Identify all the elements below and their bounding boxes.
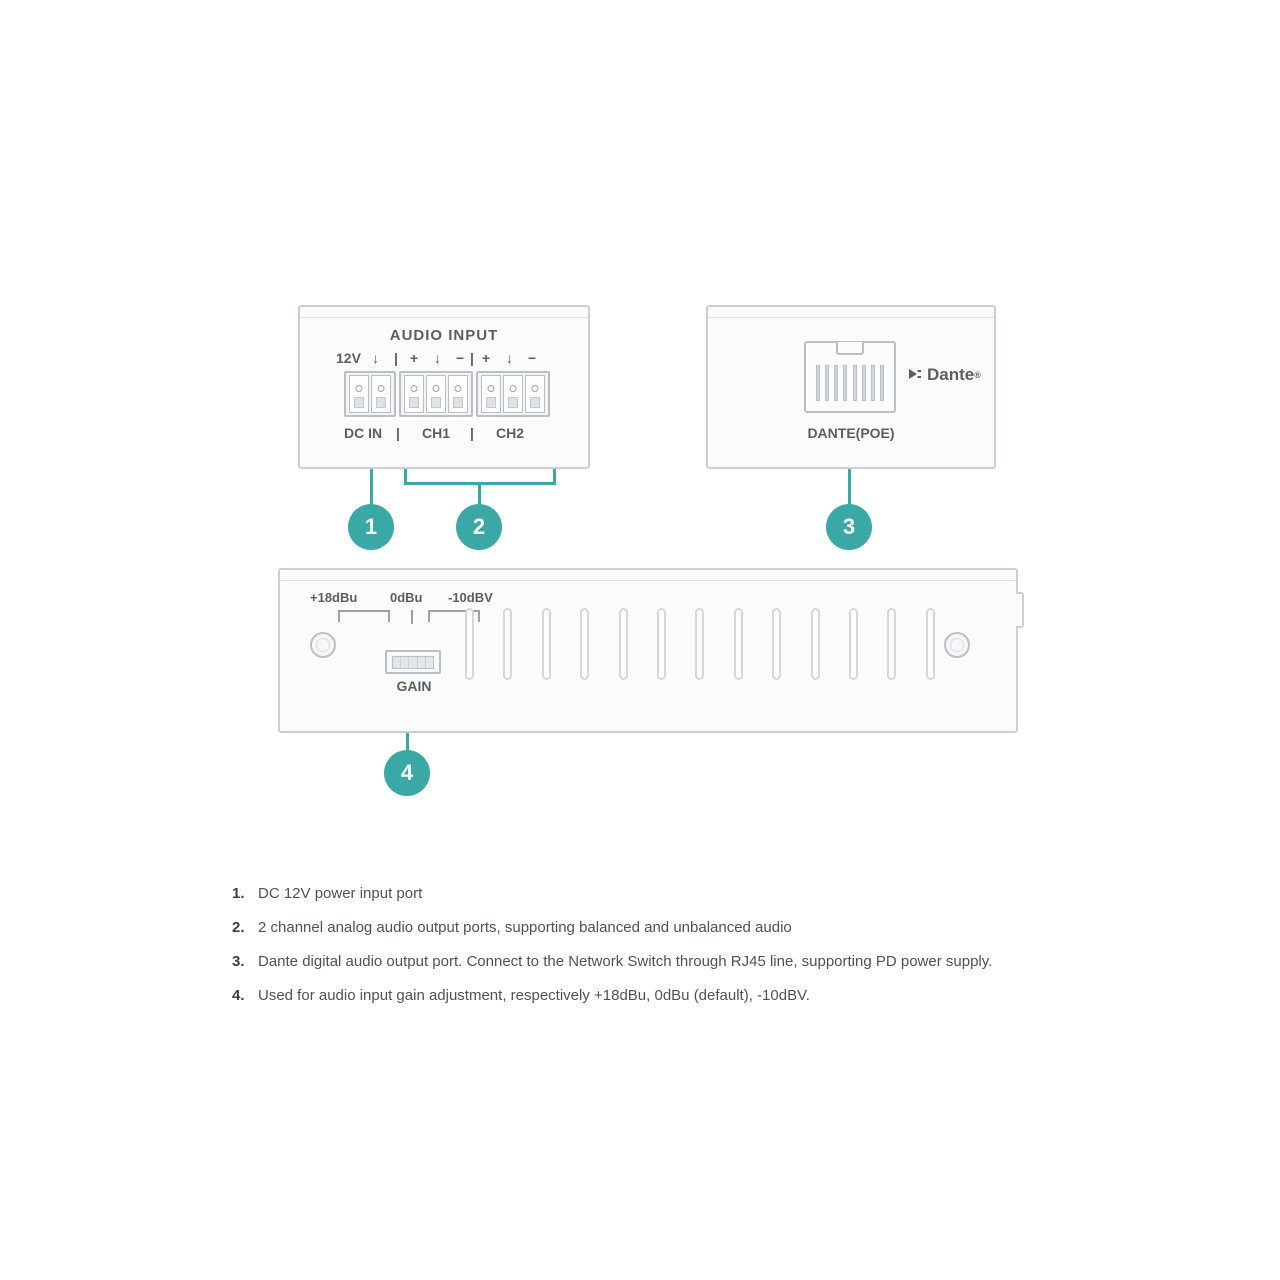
legend-text: Dante digital audio output port. Connect to the Network Switch through RJ45 line, supporting PD power supply. xyxy=(258,953,993,970)
terminal-pin xyxy=(448,375,468,413)
terminal-group-dc-in xyxy=(344,371,396,417)
dante-brand-text: Dante xyxy=(927,365,975,384)
callout-2-bracket xyxy=(404,469,556,485)
callout-badge-3[interactable]: 3 xyxy=(826,504,872,550)
gain-option-minus10dbv: -10dBV xyxy=(448,590,493,605)
side-panel-gain xyxy=(278,568,1018,733)
dip-switch-4[interactable] xyxy=(418,657,426,668)
list-item xyxy=(232,884,1132,904)
callout-badge-2[interactable]: 2 xyxy=(456,504,502,550)
callout-1-leader xyxy=(370,469,373,507)
legend-number: 1. xyxy=(232,885,245,902)
dante-registered-mark: ® xyxy=(974,370,981,380)
port-label-div-1: | xyxy=(396,425,400,441)
terminal-group-ch1 xyxy=(399,371,473,417)
audio-input-title: AUDIO INPUT xyxy=(389,327,499,344)
vent-slot xyxy=(849,608,858,680)
terminal-pin xyxy=(481,375,501,413)
rj45-pin xyxy=(825,365,829,401)
port-label-ch1: CH1 xyxy=(422,425,451,441)
pin-mark-ch1-neg: − xyxy=(456,350,465,366)
terminal-block xyxy=(344,371,550,417)
port-label-div-2: | xyxy=(470,425,474,441)
port-label-ch2: CH2 xyxy=(496,425,525,441)
vent-slot xyxy=(734,608,743,680)
port-name-row xyxy=(336,425,566,445)
vent-slot xyxy=(926,608,935,680)
legend-list xyxy=(232,884,1132,1020)
rj45-pin xyxy=(862,365,866,401)
pin-mark-ch2-neg: − xyxy=(528,350,537,366)
vent-slot xyxy=(657,608,666,680)
panel-top-edge-line xyxy=(300,317,588,318)
rj45-pin-row xyxy=(816,365,884,401)
terminal-pin xyxy=(349,375,369,413)
legend-number: 3. xyxy=(232,953,245,970)
pin-polarity-marks xyxy=(336,350,556,370)
rj45-port xyxy=(804,341,896,413)
terminal-pin xyxy=(404,375,424,413)
terminal-pin xyxy=(426,375,446,413)
gain-tick-center xyxy=(411,610,413,624)
dip-switch-5[interactable] xyxy=(426,657,433,668)
list-item xyxy=(232,952,1132,972)
rj45-pin xyxy=(816,365,820,401)
gain-dip-switch[interactable] xyxy=(385,650,441,674)
vent-slot xyxy=(619,608,628,680)
callout-badge-4[interactable]: 4 xyxy=(384,750,430,796)
vent-slots xyxy=(465,608,935,680)
dip-switch-row[interactable] xyxy=(392,656,434,669)
port-label-dc-in: DC IN xyxy=(344,425,383,441)
dip-switch-1[interactable] xyxy=(393,657,401,668)
list-item xyxy=(232,986,1132,1006)
rj45-pin xyxy=(880,365,884,401)
rj45-pin xyxy=(871,365,875,401)
terminal-pin xyxy=(503,375,523,413)
terminal-pin xyxy=(525,375,545,413)
pin-mark-ch1-pos: + xyxy=(410,350,419,366)
gain-label: GAIN xyxy=(396,678,432,694)
pin-mark-ch1-gnd: ↓ xyxy=(434,350,441,366)
vent-slot xyxy=(772,608,781,680)
front-panel-audio-input xyxy=(298,305,590,469)
vent-slot xyxy=(695,608,704,680)
panel-edge-tab xyxy=(1016,592,1024,628)
pin-mark-ch2-pos: + xyxy=(482,350,491,366)
legend-text: DC 12V power input port xyxy=(258,885,423,902)
vent-slot xyxy=(580,608,589,680)
legend-text: Used for audio input gain adjustment, respectively +18dBu, 0dBu (default), -10dBV. xyxy=(258,987,810,1004)
screw-right xyxy=(944,632,970,658)
legend-text: 2 channel analog audio output ports, supporting balanced and unbalanced audio xyxy=(258,919,792,936)
pin-mark-12v: 12V xyxy=(336,350,361,366)
gain-option-plus18dbu: +18dBu xyxy=(310,590,358,605)
pin-mark-gnd-dc: ↓ xyxy=(372,350,379,366)
screw-left xyxy=(310,632,336,658)
vent-slot xyxy=(542,608,551,680)
gain-bracket-left xyxy=(338,610,390,622)
terminal-group-ch2 xyxy=(476,371,550,417)
vent-slot xyxy=(887,608,896,680)
legend-number: 2. xyxy=(232,919,245,936)
pin-mark-div-2: | xyxy=(470,350,474,366)
rj45-pin xyxy=(834,365,838,401)
vent-slot xyxy=(811,608,820,680)
dante-port-label: DANTE(POE) xyxy=(807,425,895,441)
vent-slot xyxy=(503,608,512,680)
terminal-pin xyxy=(371,375,391,413)
gain-option-0dbu: 0dBu xyxy=(390,590,423,605)
rj45-pin xyxy=(853,365,857,401)
panel-top-edge-line xyxy=(280,580,1016,581)
rj45-latch-notch xyxy=(836,342,864,355)
list-item xyxy=(232,918,1132,938)
dante-mark-icon xyxy=(908,367,922,383)
dante-logo xyxy=(908,365,981,385)
pin-mark-div-1: | xyxy=(394,350,398,366)
panel-top-edge-line xyxy=(708,317,994,318)
rear-panel-dante xyxy=(706,305,996,469)
dip-switch-2[interactable] xyxy=(401,657,409,668)
vent-slot xyxy=(465,608,474,680)
dip-switch-3[interactable] xyxy=(409,657,417,668)
rj45-pin xyxy=(843,365,847,401)
pin-mark-ch2-gnd: ↓ xyxy=(506,350,513,366)
callout-badge-1[interactable]: 1 xyxy=(348,504,394,550)
gain-option-labels xyxy=(310,590,530,608)
legend-number: 4. xyxy=(232,987,245,1004)
